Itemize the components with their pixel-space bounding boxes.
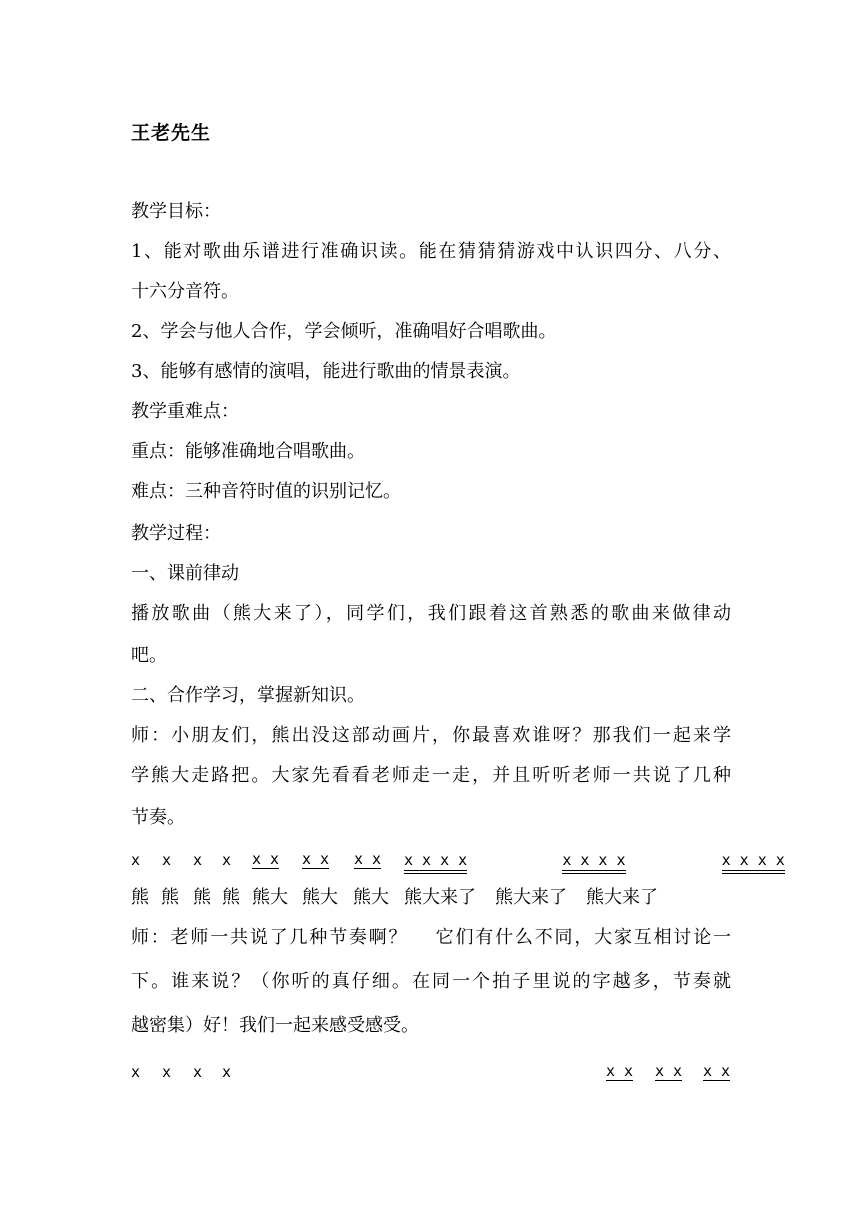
lyric-quarter: 熊 <box>131 887 149 908</box>
rhythm-sixteenth-group: x x x x <box>721 851 785 869</box>
teacher-1-line-3: 节奏。 <box>131 807 185 828</box>
rhythm-quarter-note: x <box>222 1063 232 1081</box>
key-point-difficulty: 难点：三种音符时值的识别记忆。 <box>131 481 401 502</box>
rhythm-quarter-note: x <box>193 851 203 869</box>
key-point-focus: 重点：能够准确地合唱歌曲。 <box>131 441 365 462</box>
lyric-quarter: 熊 <box>193 887 211 908</box>
objective-1-line-1: 1、能对歌曲乐谱进行准确识读。能在猜猜猜游戏中认识四分、八分、 <box>131 241 731 262</box>
objective-2: 2、学会与他人合作，学会倾听，准确唱好合唱歌曲。 <box>131 321 557 342</box>
lyric-eighth: 熊大 <box>252 887 288 908</box>
step-1-line-1: 播放歌曲（熊大来了），同学们，我们跟着这首熟悉的歌曲来做律动 <box>131 603 731 624</box>
step-1-line-2: 吧。 <box>131 645 167 666</box>
rhythm-quarter-note: x <box>193 1063 203 1081</box>
rhythm-eighth-pair: x x <box>354 850 382 868</box>
rhythm-sixteenth-group: x x x x <box>404 851 468 869</box>
key-points-heading: 教学重难点： <box>131 401 239 422</box>
lyric-sixteenth: 熊大来了 <box>586 887 658 908</box>
lyric-sixteenth: 熊大来了 <box>495 887 567 908</box>
rhythm-eighth-pair: x x <box>252 850 280 868</box>
rhythm-quarter-note: x <box>222 851 232 869</box>
discussion-line-2: 下。谁来说？（你听的真仔细。在同一个拍子里说的字越多，节奏就 <box>131 971 731 992</box>
rhythm-quarter-note: x <box>162 1063 172 1081</box>
objectives-heading: 教学目标： <box>131 201 221 222</box>
rhythm-quarter-note: x <box>131 851 141 869</box>
process-heading: 教学过程： <box>131 523 221 544</box>
teacher-1-line-2: 学熊大走路把。大家先看看老师走一走，并且听听老师一共说了几种 <box>131 765 731 786</box>
step-2-title: 二、合作学习，掌握新知识。 <box>131 685 365 706</box>
rhythm-eighth-pair: x x <box>703 1062 731 1080</box>
lyric-quarter: 熊 <box>161 887 179 908</box>
lyric-sixteenth: 熊大来了 <box>404 887 476 908</box>
teacher-1-line-1: 师：小朋友们，熊出没这部动画片，你最喜欢谁呀？那我们一起来学 <box>131 725 731 746</box>
rhythm-eighth-pair: x x <box>655 1062 683 1080</box>
step-1-title: 一、课前律动 <box>131 563 239 584</box>
page-title: 王老先生 <box>131 122 212 144</box>
rhythm-quarter-note: x <box>162 851 172 869</box>
lyric-eighth: 熊大 <box>302 887 338 908</box>
rhythm-quarter-note: x <box>131 1063 141 1081</box>
discussion-line-1: 师：老师一共说了几种节奏啊？ 它们有什么不同，大家互相讨论一 <box>131 927 731 948</box>
lyric-eighth: 熊大 <box>353 887 389 908</box>
discussion-line-3: 越密集）好！我们一起来感受感受。 <box>131 1015 419 1036</box>
lyric-quarter: 熊 <box>222 887 240 908</box>
rhythm-sixteenth-group: x x x x <box>562 851 626 869</box>
rhythm-eighth-pair: x x <box>606 1062 634 1080</box>
objective-1-line-2: 十六分音符。 <box>131 281 239 302</box>
objective-3: 3、能够有感情的演唱，能进行歌曲的情景表演。 <box>131 361 521 382</box>
rhythm-eighth-pair: x x <box>302 850 330 868</box>
